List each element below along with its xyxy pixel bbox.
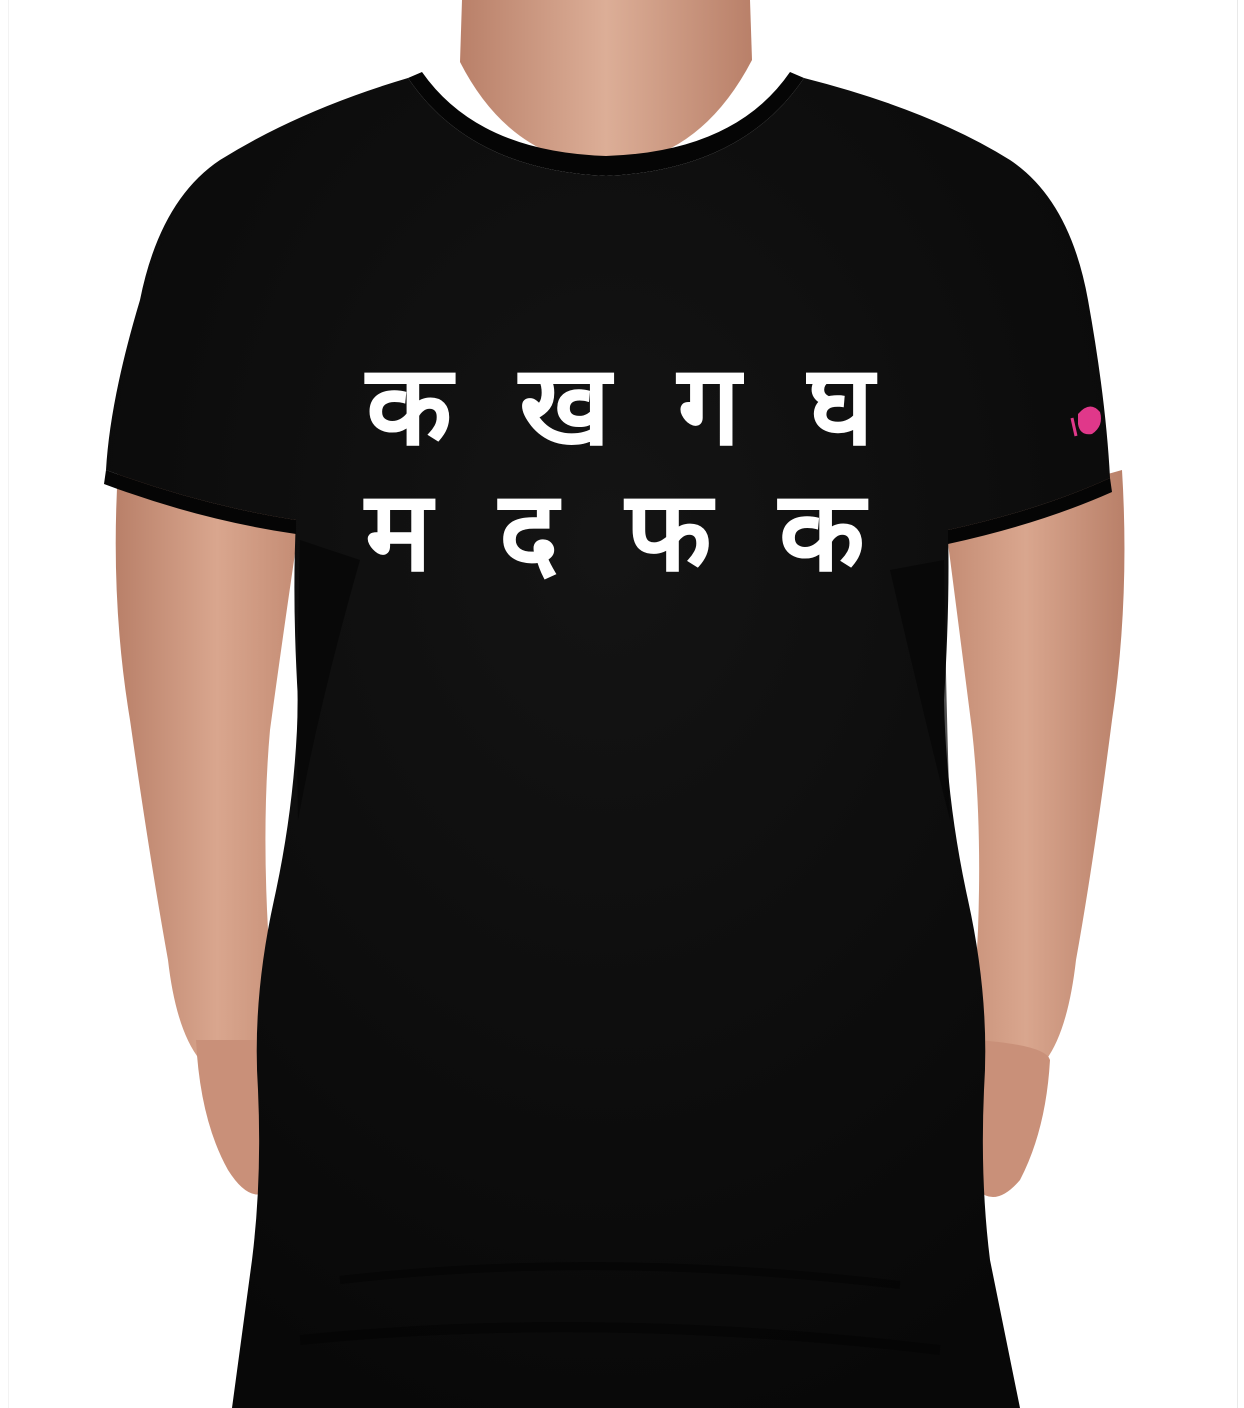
tshirt-print-line-2: म द फ क bbox=[365, 467, 879, 597]
tshirt-print-line-1: क ख ग घ bbox=[366, 341, 888, 471]
